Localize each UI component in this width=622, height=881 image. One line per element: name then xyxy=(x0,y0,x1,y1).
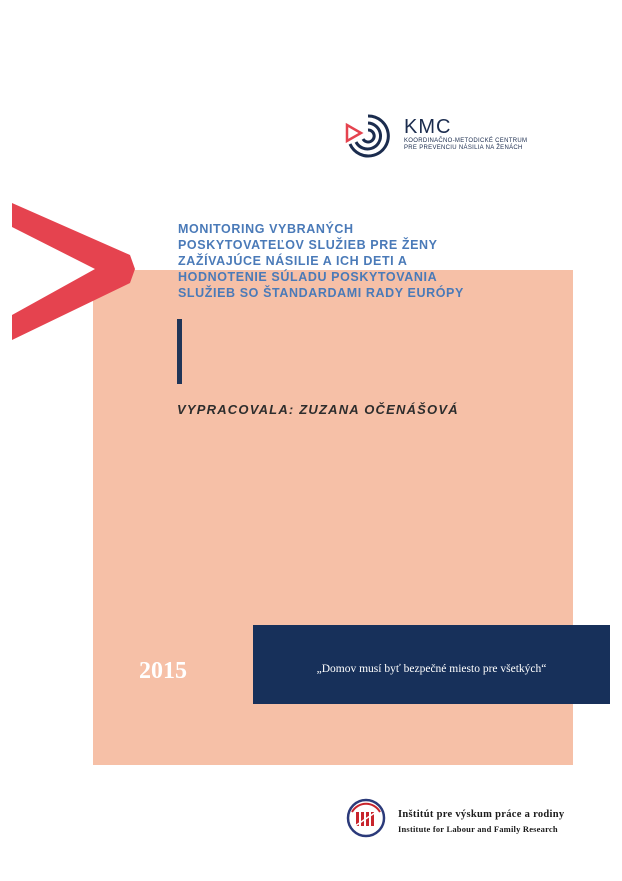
title-line: MONITORING VYBRANÝCH xyxy=(178,222,354,236)
chevron-decoration-icon xyxy=(0,203,140,343)
kmc-logo-subtitle-1: KOORDINAČNO-METODICKÉ CENTRUM xyxy=(404,138,528,144)
kmc-logo-icon xyxy=(344,112,392,160)
institute-name-en: Institute for Labour and Family Research xyxy=(398,824,558,834)
institute-name-sk: Inštitút pre výskum práce a rodiny xyxy=(398,809,565,820)
author-line: VYPRACOVALA: ZUZANA OČENÁŠOVÁ xyxy=(177,402,459,417)
accent-bar xyxy=(177,319,182,384)
quote-box xyxy=(253,625,610,704)
title-line: POSKYTOVATEĽOV SLUŽIEB PRE ŽENY xyxy=(178,238,438,252)
kmc-logo-subtitle-2: PRE PREVENCIU NÁSILIA NA ŽENÁCH xyxy=(404,145,523,151)
quote-text: „Domov musí byť bezpečné miesto pre všetkých“ xyxy=(316,663,547,675)
title-line: SLUŽIEB SO ŠTANDARDAMI RADY EURÓPY xyxy=(178,286,464,300)
document-title xyxy=(178,221,558,301)
title-line: HODNOTENIE SÚLADU POSKYTOVANIA xyxy=(178,270,438,284)
kmc-logo-name: KMC xyxy=(404,116,452,138)
title-line: ZAŽÍVAJÚCE NÁSILIE A ICH DETI A xyxy=(178,254,408,268)
institute-logo-icon xyxy=(346,798,386,838)
publication-year: 2015 xyxy=(139,658,187,684)
